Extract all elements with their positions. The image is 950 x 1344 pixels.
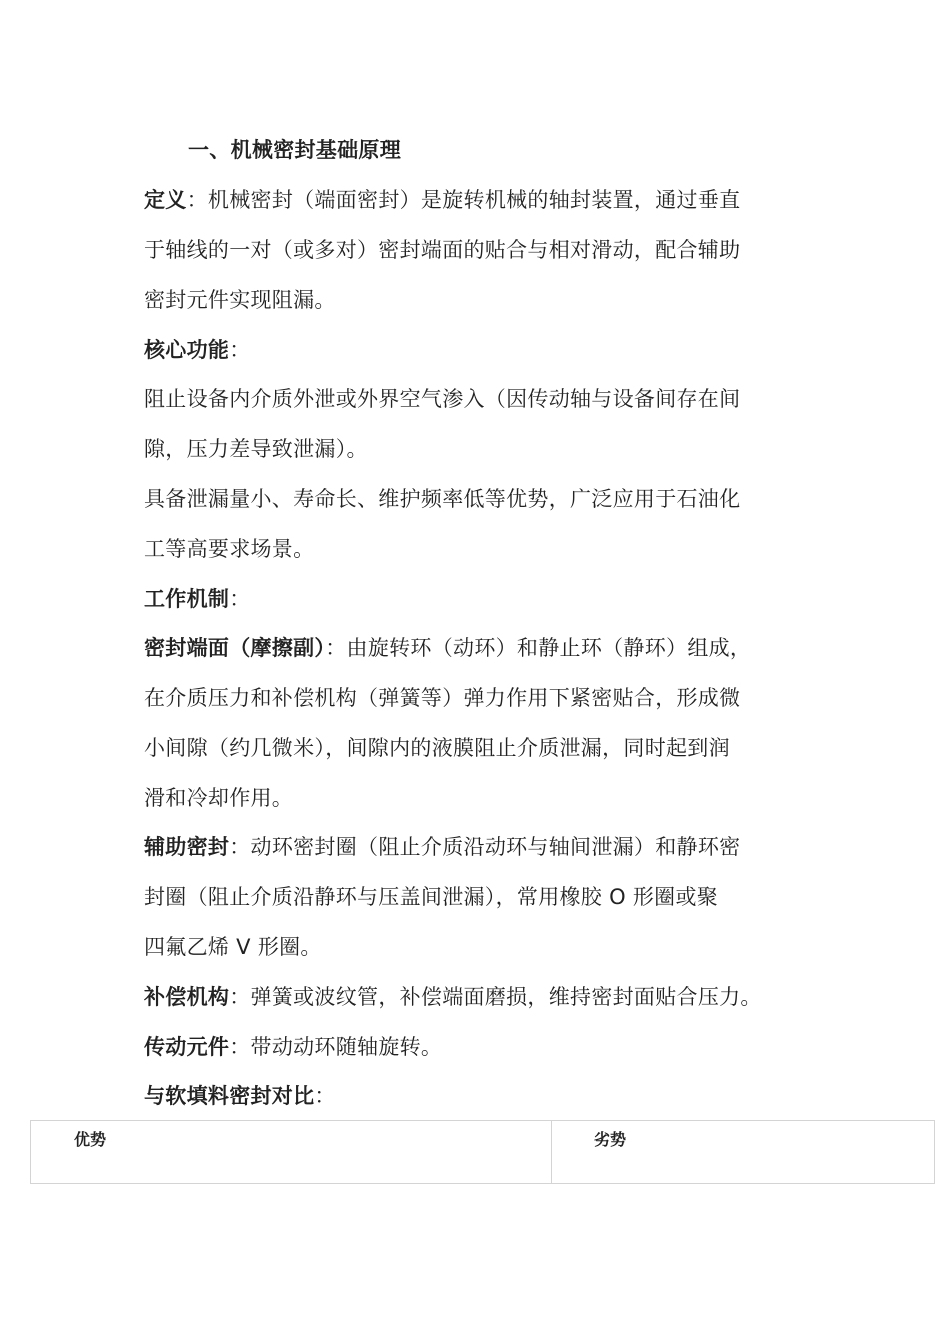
- core-function-p1-line-2: 隙，压力差导致泄漏）。: [144, 437, 368, 461]
- seal-face-line-4: 滑和冷却作用。: [144, 786, 294, 810]
- seal-face-line-3: 小间隙（约几微米），间隙内的液膜阻止介质泄漏，同时起到润: [144, 736, 730, 760]
- table-column-divider: [551, 1121, 552, 1183]
- seal-face-text-1: 由旋转环（动环）和静止环（静环）组成，: [346, 636, 752, 660]
- mechanism-label: 工作机制: [144, 587, 230, 611]
- definition-label: 定义: [144, 188, 187, 212]
- aux-seal-line-1: [144, 832, 740, 862]
- comparison-title: [144, 1081, 336, 1111]
- transmission-line: [144, 1032, 442, 1062]
- mechanism-title: [144, 584, 251, 614]
- definition-line-3: 密封元件实现阻漏。: [144, 288, 336, 312]
- comparison-sep: ：: [314, 1084, 336, 1108]
- definition-line-1: [144, 185, 740, 215]
- definition-sep: ：: [186, 188, 208, 212]
- core-function-p2-line-1: 具备泄漏量小、寿命长、维护频率低等优势，广泛应用于石油化: [144, 487, 741, 511]
- core-function-sep: ：: [229, 338, 251, 362]
- aux-seal-text-1: 动环密封圈（阻止介质沿动环与轴间泄漏）和静环密: [250, 835, 741, 859]
- core-function-title: [144, 335, 251, 365]
- compensation-sep: ：: [229, 985, 251, 1009]
- comparison-label: 与软填料密封对比: [144, 1084, 315, 1108]
- section-heading: 一、机械密封基础原理: [188, 138, 401, 162]
- seal-face-sep: ：: [325, 636, 347, 660]
- aux-seal-sep: ：: [229, 835, 251, 859]
- table-header-advantages: 优势: [74, 1130, 107, 1149]
- table-header-disadvantages: 劣势: [594, 1130, 627, 1149]
- definition-text-1: 机械密封（端面密封）是旋转机械的轴封装置，通过垂直: [207, 188, 741, 212]
- compensation-line: [144, 982, 762, 1012]
- comparison-table: [30, 1120, 935, 1184]
- transmission-sep: ：: [229, 1035, 251, 1059]
- core-function-p1-line-1: 阻止设备内介质外泄或外界空气渗入（因传动轴与设备间存在间: [144, 387, 741, 411]
- aux-seal-line-3: 四氟乙烯 V 形圈。: [144, 935, 322, 959]
- aux-seal-line-2: 封圈（阻止介质沿静环与压盖间泄漏），常用橡胶 O 形圈或聚: [144, 885, 719, 909]
- compensation-text: 弹簧或波纹管，补偿端面磨损，维持密封面贴合压力。: [250, 985, 762, 1009]
- seal-face-line-2: 在介质压力和补偿机构（弹簧等）弹力作用下紧密贴合，形成微: [144, 686, 741, 710]
- aux-seal-label: 辅助密封: [144, 835, 230, 859]
- compensation-label: 补偿机构: [144, 985, 230, 1009]
- core-function-label: 核心功能: [144, 338, 230, 362]
- transmission-label: 传动元件: [144, 1035, 230, 1059]
- seal-face-label: 密封端面（摩擦副）: [144, 636, 326, 660]
- seal-face-line-1: [144, 633, 751, 663]
- mechanism-sep: ：: [229, 587, 251, 611]
- definition-line-2: 于轴线的一对（或多对）密封端面的贴合与相对滑动，配合辅助: [144, 238, 741, 262]
- transmission-text: 带动动环随轴旋转。: [250, 1035, 443, 1059]
- core-function-p2-line-2: 工等高要求场景。: [144, 537, 315, 561]
